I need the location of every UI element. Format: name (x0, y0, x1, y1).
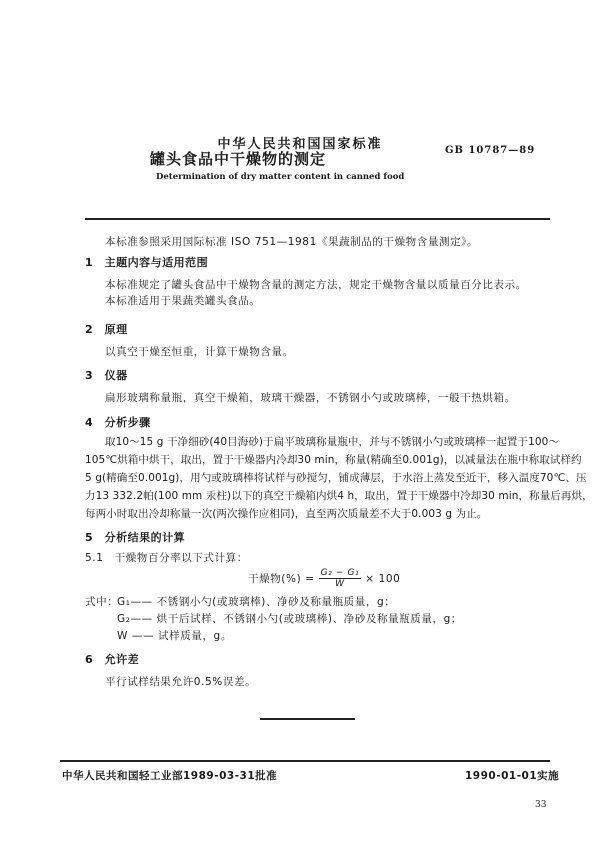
section-1-heading: 1 主题内容与适用范围 (85, 256, 209, 269)
variable-definition: G₂—— 烘干后试样、不锈钢小勺(或玻璃棒)、净砂及称量瓶质量，g； (117, 613, 462, 625)
formula (248, 568, 400, 589)
section-6-text: 平行试样结果允许0.5%误差。 (105, 676, 257, 688)
section-5-1-text: 5.1 干燥物百分率以下式计算： (85, 552, 248, 564)
variable-definition: W —— 试样质量，g。 (117, 630, 232, 642)
section-2-text: 以真空干燥至恒重，计算干燥物含量。 (105, 346, 294, 358)
section-1-line: 本标准适用于果蔬类罐头食品。 (105, 295, 261, 307)
approval-text: 中华人民共和国轻工业部1989-03-31批准 (62, 770, 278, 782)
formula-rhs: × 100 (365, 572, 401, 585)
page-number: 33 (535, 800, 547, 810)
header-rule (85, 218, 550, 220)
formula-denominator: W (335, 579, 345, 589)
section-4-heading: 4 分析步骤 (85, 416, 151, 429)
section-3-text: 扁形玻璃称量瓶，真空干燥箱，玻璃干燥器，不锈钢小勺或玻璃棒，一般干热烘箱。 (105, 392, 516, 404)
effective-date: 1990-01-01实施 (465, 770, 560, 782)
footer-rule (60, 760, 550, 762)
english-title: Determination of dry matter content in canned food (156, 172, 405, 182)
intro-text: 本标准参照采用国际标准 ISO 751—1981《果蔬制品的干燥物含量测定》。 (105, 236, 479, 248)
section-3-heading: 3 仪器 (85, 369, 128, 382)
org-title: 中华人民共和国国家标准 (217, 137, 383, 152)
formula-lhs: 干燥物(%) = (248, 573, 315, 585)
section-5-heading: 5 分析结果的计算 (85, 531, 186, 544)
formula-numerator: G₂ − G₁ (320, 568, 360, 578)
section-6-heading: 6 允许差 (85, 653, 140, 666)
formula-fraction (319, 568, 362, 589)
where-label: 式中： (85, 596, 119, 608)
section-1-line: 本标准规定了罐头食品中干燥物含量的测定方法，规定干燥物含量以质量百分比表示。 (105, 279, 527, 291)
section-4-line: 105℃烘箱中烘干，取出，置于干燥器内冷却30 min，称量(精确至0.001g)，以减量法在瓶中称取试样约 (85, 454, 582, 466)
document-title: 罐头食品中干燥物的测定 (150, 150, 327, 168)
section-4-line: 取10～15 g 干净细砂(40目海砂)于扁平玻璃称量瓶中，并与不锈钢小勺或玻璃棒一起置于100～ (105, 436, 560, 448)
section-4-line: 5 g(精确至0.001g)，用勺或玻璃棒将试样与砂搅匀，铺成薄层，于水浴上蒸发至近干，移入温度70℃、压 (85, 472, 587, 484)
section-2-heading: 2 原理 (85, 323, 128, 336)
section-4-line: 每两小时取出冷却称量一次(两次操作应相同)，直至两次质量差不大于0.003 g 为止。 (85, 508, 488, 520)
section-4-line: 力13 332.2帕(100 mm 汞柱)以下的真空干燥箱内烘4 h，取出，置于干燥器中冷却30 min，称量后再烘， (85, 490, 593, 502)
standard-number: GB 10787—89 (445, 145, 536, 156)
variable-definition: G₁—— 不锈钢小勺(或玻璃棒)、净砂及称量瓶质量，g； (117, 596, 396, 608)
end-rule (260, 718, 355, 720)
